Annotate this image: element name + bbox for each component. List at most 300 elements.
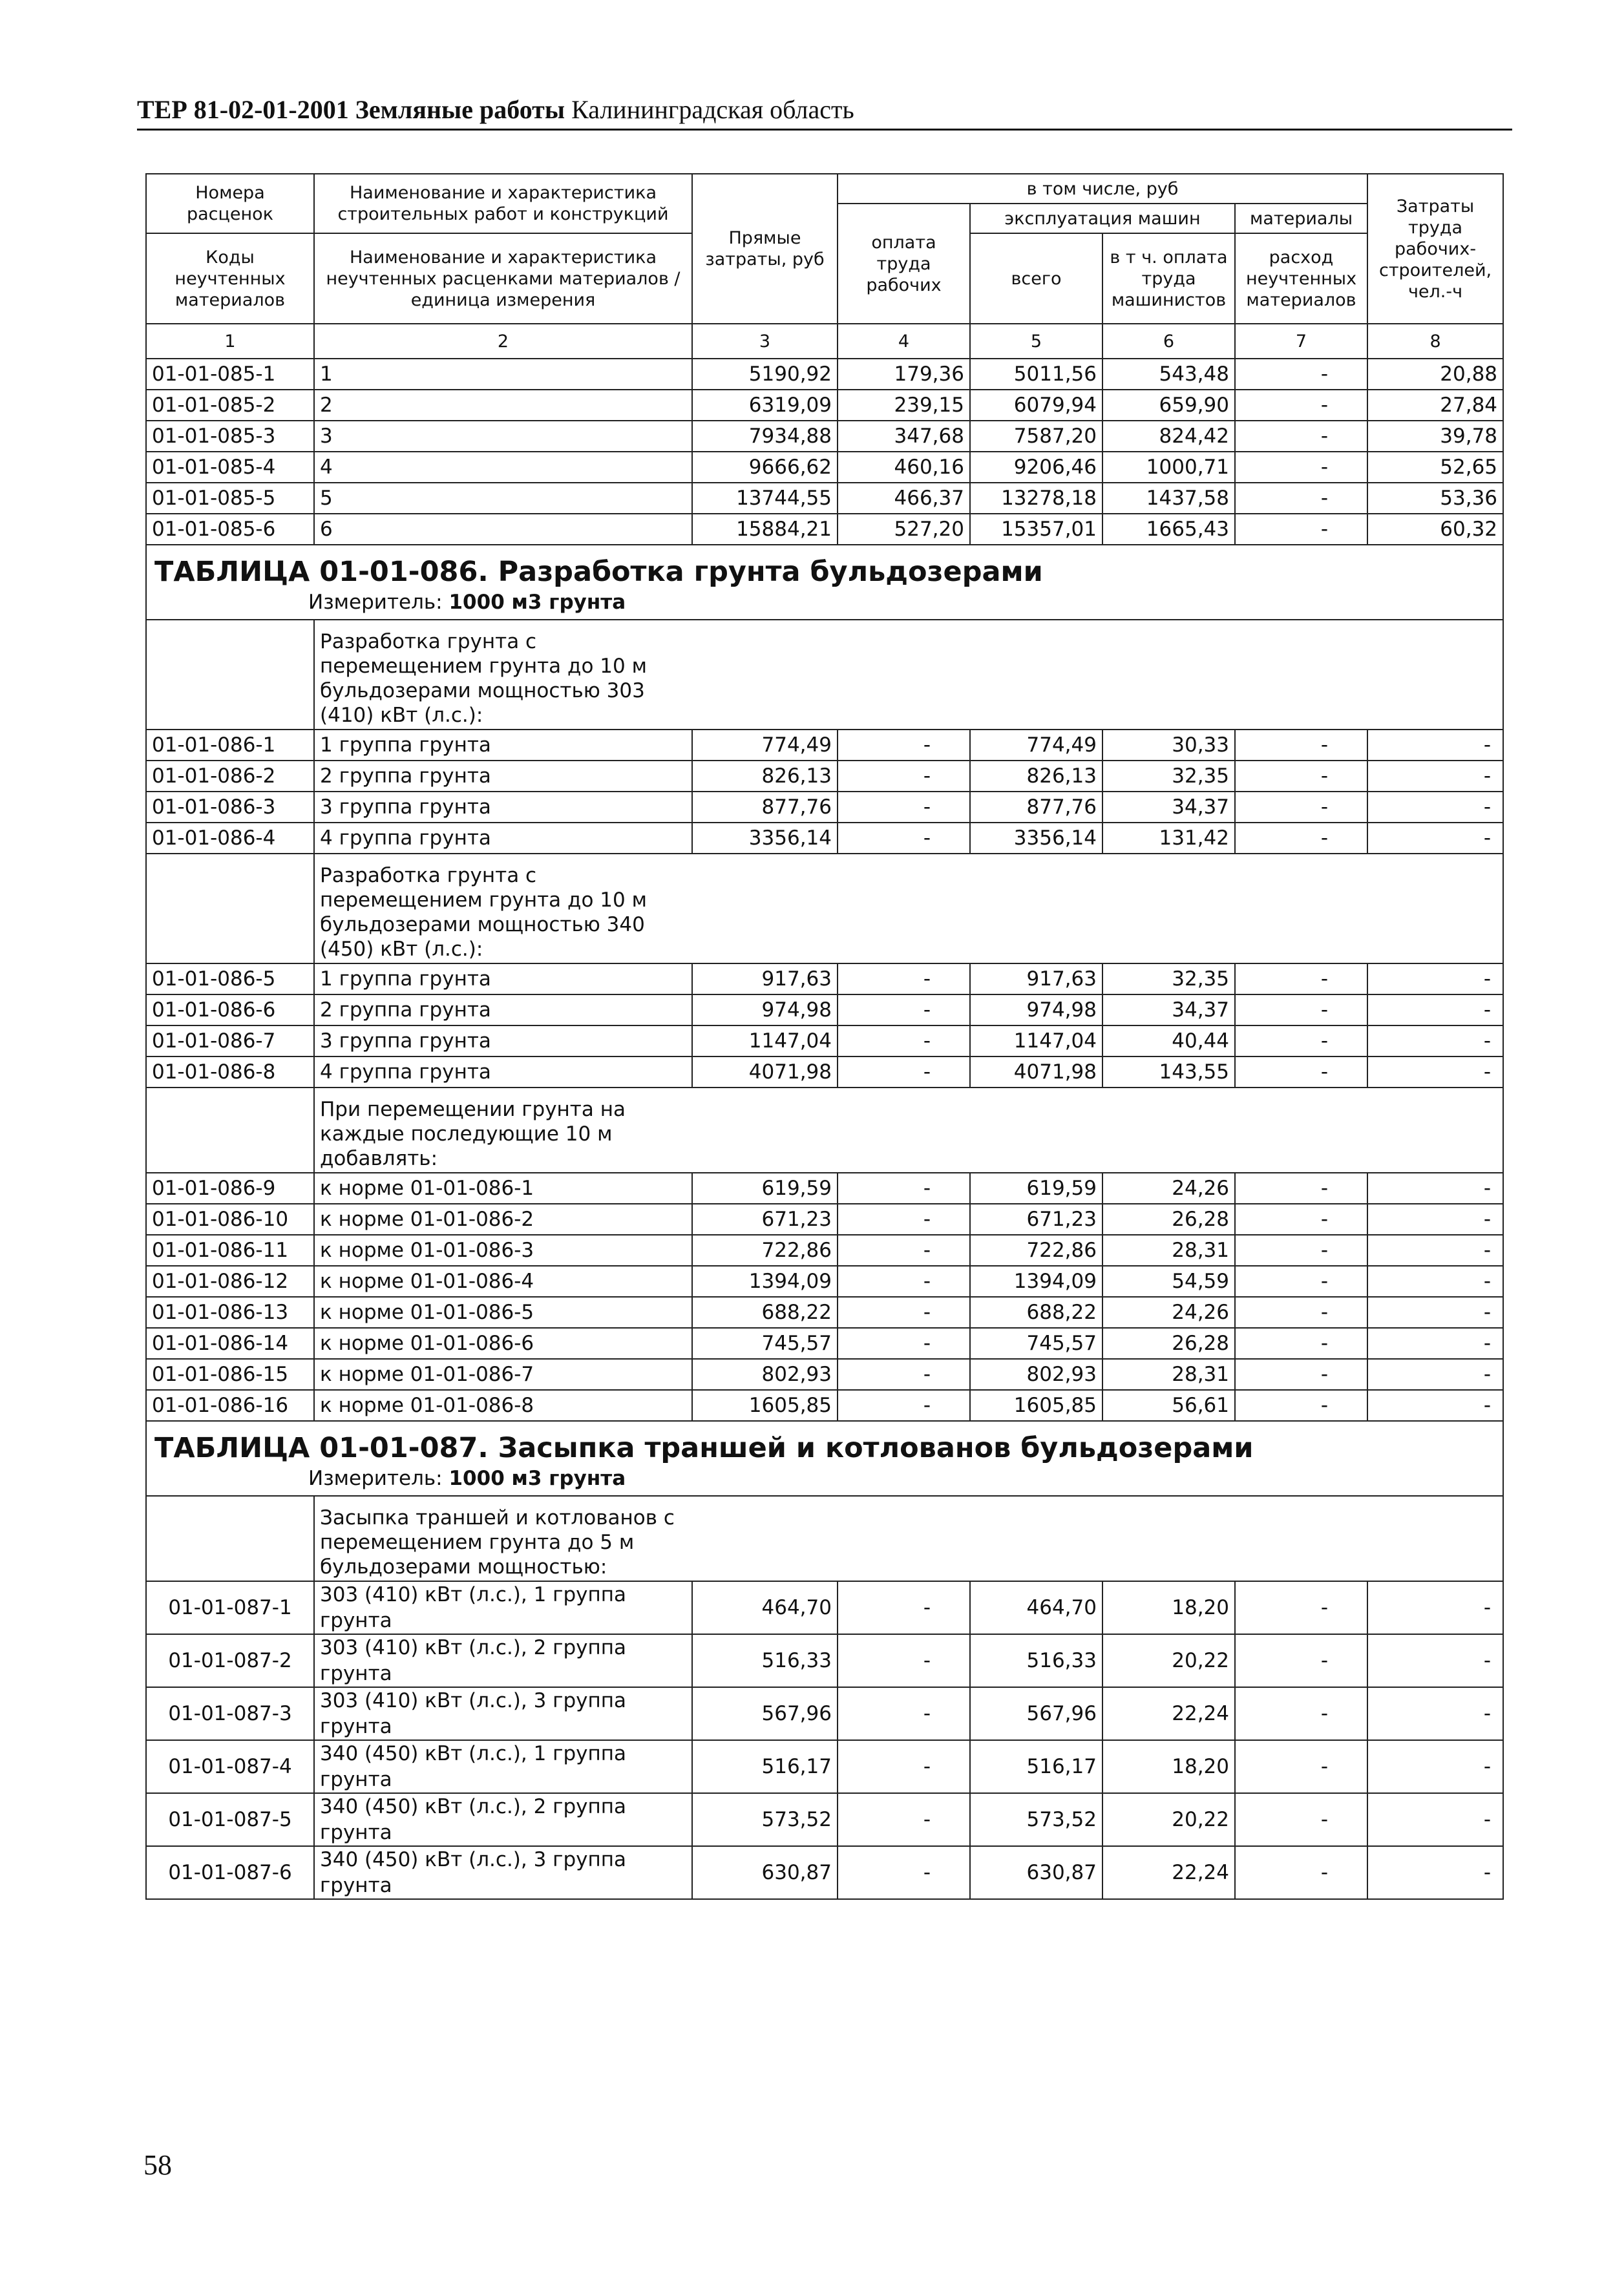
cell-direct-costs: 619,59 <box>692 1173 838 1204</box>
cell-operator-pay: 1000,71 <box>1102 452 1235 483</box>
cell-worker-pay: - <box>838 761 970 792</box>
cell-operator-pay: 20,22 <box>1102 1793 1235 1846</box>
cell-rate-code: 01-01-085-5 <box>146 483 314 514</box>
cell-machine-total: 464,70 <box>970 1581 1102 1634</box>
table-row <box>146 1025 1503 1056</box>
cell-rate-code: 01-01-085-1 <box>146 359 314 390</box>
table-row <box>146 390 1503 421</box>
table-row <box>146 514 1503 545</box>
cell-operator-pay: 26,28 <box>1102 1204 1235 1235</box>
cell-rate-code: 01-01-086-3 <box>146 792 314 823</box>
table-row <box>146 421 1503 452</box>
header-material-codes: Коды неучтенных материалов <box>146 233 314 324</box>
cell-material-consumption: - <box>1235 452 1367 483</box>
cell-machine-total: 5011,56 <box>970 359 1102 390</box>
table-row <box>146 1173 1503 1204</box>
header-worker-pay: оплата труда рабочих <box>838 204 970 324</box>
cell-machine-total: 1605,85 <box>970 1390 1102 1421</box>
cell-worker-pay: 466,37 <box>838 483 970 514</box>
cell-worker-pay: - <box>838 1390 970 1421</box>
cell-material-consumption: - <box>1235 1173 1367 1204</box>
colnum-8: 8 <box>1367 324 1503 359</box>
cell-operator-pay: 1437,58 <box>1102 483 1235 514</box>
measure-label: Измеритель: <box>308 591 443 614</box>
cell-labor-costs: - <box>1367 1297 1503 1328</box>
rows-086-c <box>146 1173 1503 1421</box>
cell-worker-pay: - <box>838 994 970 1025</box>
cell-operator-pay: 22,24 <box>1102 1846 1235 1899</box>
cell-worker-pay: - <box>838 1173 970 1204</box>
table-header <box>146 174 1503 359</box>
cell-material-consumption: - <box>1235 390 1367 421</box>
cell-rate-code: 01-01-085-2 <box>146 390 314 421</box>
cell-worker-pay: 239,15 <box>838 390 970 421</box>
cell-material-consumption: - <box>1235 1025 1367 1056</box>
cell-work-name: 2 <box>314 390 692 421</box>
cell-material-consumption: - <box>1235 1204 1367 1235</box>
cell-direct-costs: 3356,14 <box>692 823 838 854</box>
cell-labor-costs: - <box>1367 1328 1503 1359</box>
table-row <box>146 1204 1503 1235</box>
cell-direct-costs: 6319,09 <box>692 390 838 421</box>
cell-work-name: 4 группа грунта <box>314 823 692 854</box>
cell-work-name: 4 группа грунта <box>314 1056 692 1088</box>
cell-material-consumption: - <box>1235 1056 1367 1088</box>
table-086-measure <box>147 590 1503 618</box>
cell-work-name: к норме 01-01-086-2 <box>314 1204 692 1235</box>
cell-work-name: 2 группа грунта <box>314 761 692 792</box>
cell-rate-code: 01-01-086-13 <box>146 1297 314 1328</box>
cell-labor-costs: - <box>1367 1235 1503 1266</box>
cell-worker-pay: - <box>838 1634 970 1687</box>
cell-machine-total: 630,87 <box>970 1846 1102 1899</box>
cell-machine-total: 722,86 <box>970 1235 1102 1266</box>
cell-labor-costs: - <box>1367 1025 1503 1056</box>
cell-rate-code: 01-01-087-4 <box>146 1740 314 1793</box>
cell-machine-total: 13278,18 <box>970 483 1102 514</box>
cell-rate-code: 01-01-086-15 <box>146 1359 314 1390</box>
table-row <box>146 823 1503 854</box>
section-087-title-row <box>146 1421 1503 1466</box>
table-row <box>146 1235 1503 1266</box>
cell-worker-pay: - <box>838 1025 970 1056</box>
group-description: Засыпка траншей и котлованов с перемещением грунта до 5 м бульдозерами мощностью: <box>320 1506 675 1579</box>
cell-worker-pay: 347,68 <box>838 421 970 452</box>
desc-row <box>146 854 1503 963</box>
cell-material-consumption: - <box>1235 1328 1367 1359</box>
cell-work-name: 1 группа грунта <box>314 963 692 994</box>
header-title: Земляные работы <box>355 95 565 124</box>
cell-work-name: 303 (410) кВт (л.с.), 3 группа грунта <box>314 1687 692 1740</box>
cell-labor-costs: - <box>1367 1846 1503 1899</box>
group-description: Разработка грунта с перемещением грунта до 10 м бульдозерами мощностью 340 (450) кВт (л.с.): <box>320 864 647 961</box>
cell-direct-costs: 5190,92 <box>692 359 838 390</box>
cell-machine-total: 1147,04 <box>970 1025 1102 1056</box>
cell-operator-pay: 18,20 <box>1102 1740 1235 1793</box>
cell-material-consumption: - <box>1235 1235 1367 1266</box>
cell-worker-pay: - <box>838 963 970 994</box>
cell-rate-code: 01-01-087-2 <box>146 1634 314 1687</box>
cell-material-consumption: - <box>1235 1740 1367 1793</box>
cell-rate-code: 01-01-086-8 <box>146 1056 314 1088</box>
cell-operator-pay: 1665,43 <box>1102 514 1235 545</box>
cell-rate-code: 01-01-085-6 <box>146 514 314 545</box>
cell-material-consumption: - <box>1235 1846 1367 1899</box>
cell-material-consumption: - <box>1235 1687 1367 1740</box>
cell-work-name: 2 группа грунта <box>314 994 692 1025</box>
cell-direct-costs: 974,98 <box>692 994 838 1025</box>
cell-machine-total: 567,96 <box>970 1687 1102 1740</box>
section-087 <box>146 1421 1503 1581</box>
price-table-wrapper <box>145 173 1503 1900</box>
desc-row <box>146 620 1503 730</box>
table-row <box>146 1359 1503 1390</box>
cell-material-consumption: - <box>1235 761 1367 792</box>
cell-rate-code: 01-01-086-1 <box>146 730 314 761</box>
cell-direct-costs: 573,52 <box>692 1793 838 1846</box>
cell-operator-pay: 18,20 <box>1102 1581 1235 1634</box>
cell-worker-pay: - <box>838 1056 970 1088</box>
header-work-name: Наименование и характеристика строительных работ и конструкций <box>314 174 692 233</box>
cell-work-name: к норме 01-01-086-8 <box>314 1390 692 1421</box>
cell-worker-pay: 179,36 <box>838 359 970 390</box>
cell-labor-costs: - <box>1367 823 1503 854</box>
cell-machine-total: 802,93 <box>970 1359 1102 1390</box>
cell-direct-costs: 4071,98 <box>692 1056 838 1088</box>
cell-material-consumption: - <box>1235 792 1367 823</box>
colnum-2: 2 <box>314 324 692 359</box>
group-description: Разработка грунта с перемещением грунта до 10 м бульдозерами мощностью 303 (410) кВт (л.с.): <box>320 630 647 727</box>
cell-machine-total: 516,17 <box>970 1740 1102 1793</box>
table-row <box>146 761 1503 792</box>
cell-operator-pay: 32,35 <box>1102 963 1235 994</box>
cell-rate-code: 01-01-086-9 <box>146 1173 314 1204</box>
cell-machine-total: 573,52 <box>970 1793 1102 1846</box>
table-row <box>146 359 1503 390</box>
cell-material-consumption: - <box>1235 1634 1367 1687</box>
cell-operator-pay: 24,26 <box>1102 1297 1235 1328</box>
cell-worker-pay: - <box>838 1359 970 1390</box>
section-086-title-row <box>146 545 1503 589</box>
cell-work-name: к норме 01-01-086-1 <box>314 1173 692 1204</box>
cell-machine-total: 6079,94 <box>970 390 1102 421</box>
table-row <box>146 1846 1503 1899</box>
cell-machine-total: 745,57 <box>970 1328 1102 1359</box>
cell-material-consumption: - <box>1235 1793 1367 1846</box>
cell-direct-costs: 9666,62 <box>692 452 838 483</box>
cell-machine-total: 974,98 <box>970 994 1102 1025</box>
cell-direct-costs: 516,17 <box>692 1740 838 1793</box>
table-row <box>146 994 1503 1025</box>
cell-labor-costs: 53,36 <box>1367 483 1503 514</box>
cell-direct-costs: 671,23 <box>692 1204 838 1235</box>
cell-work-name: 6 <box>314 514 692 545</box>
cell-operator-pay: 28,31 <box>1102 1359 1235 1390</box>
cell-material-consumption: - <box>1235 421 1367 452</box>
cell-machine-total: 877,76 <box>970 792 1102 823</box>
cell-rate-code: 01-01-086-12 <box>146 1266 314 1297</box>
cell-work-name: 4 <box>314 452 692 483</box>
document-header <box>137 94 1512 131</box>
cell-machine-total: 7587,20 <box>970 421 1102 452</box>
cell-material-consumption: - <box>1235 823 1367 854</box>
cell-rate-code: 01-01-085-4 <box>146 452 314 483</box>
cell-rate-code: 01-01-086-7 <box>146 1025 314 1056</box>
cell-worker-pay: - <box>838 1846 970 1899</box>
cell-worker-pay: - <box>838 1204 970 1235</box>
cell-operator-pay: 24,26 <box>1102 1173 1235 1204</box>
cell-machine-total: 826,13 <box>970 761 1102 792</box>
cell-operator-pay: 56,61 <box>1102 1390 1235 1421</box>
table-086-title: ТАБЛИЦА 01-01-086. Разработка грунта бульдозерами <box>154 556 1043 588</box>
cell-direct-costs: 722,86 <box>692 1235 838 1266</box>
cell-work-name: к норме 01-01-086-7 <box>314 1359 692 1390</box>
cell-machine-total: 671,23 <box>970 1204 1102 1235</box>
cell-labor-costs: - <box>1367 1634 1503 1687</box>
cell-labor-costs: - <box>1367 994 1503 1025</box>
cell-rate-code: 01-01-086-2 <box>146 761 314 792</box>
cell-labor-costs: - <box>1367 1359 1503 1390</box>
cell-rate-code: 01-01-086-10 <box>146 1204 314 1235</box>
header-direct-costs: Прямые затраты, руб <box>692 174 838 324</box>
desc-row <box>146 1088 1503 1173</box>
cell-direct-costs: 826,13 <box>692 761 838 792</box>
cell-work-name: 303 (410) кВт (л.с.), 2 группа грунта <box>314 1634 692 1687</box>
cell-material-consumption: - <box>1235 1266 1367 1297</box>
cell-operator-pay: 143,55 <box>1102 1056 1235 1088</box>
table-row <box>146 1297 1503 1328</box>
cell-material-consumption: - <box>1235 1359 1367 1390</box>
section-086-measure-row <box>146 589 1503 620</box>
cell-material-consumption: - <box>1235 514 1367 545</box>
measure-value: 1000 м3 грунта <box>448 591 626 614</box>
cell-work-name: 303 (410) кВт (л.с.), 1 группа грунта <box>314 1581 692 1634</box>
cell-worker-pay: - <box>838 730 970 761</box>
cell-worker-pay: - <box>838 1581 970 1634</box>
header-machine-total: всего <box>970 233 1102 324</box>
cell-direct-costs: 1147,04 <box>692 1025 838 1056</box>
cell-rate-code: 01-01-087-5 <box>146 1793 314 1846</box>
cell-material-consumption: - <box>1235 483 1367 514</box>
rows-086-b <box>146 963 1503 1088</box>
cell-operator-pay: 22,24 <box>1102 1687 1235 1740</box>
cell-operator-pay: 131,42 <box>1102 823 1235 854</box>
cell-direct-costs: 917,63 <box>692 963 838 994</box>
cell-rate-code: 01-01-086-6 <box>146 994 314 1025</box>
colnum-7: 7 <box>1235 324 1367 359</box>
table-row <box>146 1056 1503 1088</box>
cell-work-name: 5 <box>314 483 692 514</box>
cell-work-name: 340 (450) кВт (л.с.), 2 группа грунта <box>314 1793 692 1846</box>
column-numbers-row <box>146 324 1503 359</box>
cell-direct-costs: 464,70 <box>692 1581 838 1634</box>
cell-operator-pay: 34,37 <box>1102 792 1235 823</box>
cell-rate-code: 01-01-085-3 <box>146 421 314 452</box>
cell-labor-costs: 27,84 <box>1367 390 1503 421</box>
cell-labor-costs: - <box>1367 1173 1503 1204</box>
cell-operator-pay: 28,31 <box>1102 1235 1235 1266</box>
cell-rate-code: 01-01-087-1 <box>146 1581 314 1634</box>
cell-labor-costs: - <box>1367 1056 1503 1088</box>
cell-machine-total: 15357,01 <box>970 514 1102 545</box>
table-row <box>146 483 1503 514</box>
table-087-title: ТАБЛИЦА 01-01-087. Засыпка траншей и котлованов бульдозерами <box>154 1432 1254 1464</box>
colnum-1: 1 <box>146 324 314 359</box>
cell-work-name: 340 (450) кВт (л.с.), 3 группа грунта <box>314 1846 692 1899</box>
cell-direct-costs: 802,93 <box>692 1359 838 1390</box>
header-materials: материалы <box>1235 204 1367 233</box>
cell-work-name: к норме 01-01-086-3 <box>314 1235 692 1266</box>
cell-worker-pay: - <box>838 1266 970 1297</box>
cell-machine-total: 516,33 <box>970 1634 1102 1687</box>
cell-direct-costs: 877,76 <box>692 792 838 823</box>
cell-rate-code: 01-01-087-3 <box>146 1687 314 1740</box>
cell-labor-costs: - <box>1367 1740 1503 1793</box>
header-labor-costs: Затраты труда рабочих-строителей, чел.-ч <box>1367 174 1503 324</box>
measure-value: 1000 м3 грунта <box>448 1467 626 1490</box>
cell-labor-costs: - <box>1367 1390 1503 1421</box>
cell-machine-total: 688,22 <box>970 1297 1102 1328</box>
cell-work-name: 3 группа грунта <box>314 792 692 823</box>
cell-rate-code: 01-01-086-11 <box>146 1235 314 1266</box>
cell-material-consumption: - <box>1235 963 1367 994</box>
cell-labor-costs: 20,88 <box>1367 359 1503 390</box>
table-row <box>146 963 1503 994</box>
table-row <box>146 1390 1503 1421</box>
cell-material-consumption: - <box>1235 1581 1367 1634</box>
cell-operator-pay: 26,28 <box>1102 1328 1235 1359</box>
section-087-measure-row <box>146 1466 1503 1496</box>
cell-work-name: к норме 01-01-086-6 <box>314 1328 692 1359</box>
cell-material-consumption: - <box>1235 359 1367 390</box>
cell-labor-costs: - <box>1367 1687 1503 1740</box>
table-row <box>146 1266 1503 1297</box>
cell-worker-pay: 460,16 <box>838 452 970 483</box>
table-row <box>146 1634 1503 1687</box>
table-row <box>146 1581 1503 1634</box>
cell-worker-pay: - <box>838 1687 970 1740</box>
cell-material-consumption: - <box>1235 1297 1367 1328</box>
colnum-5: 5 <box>970 324 1102 359</box>
cell-machine-total: 917,63 <box>970 963 1102 994</box>
section-086 <box>146 545 1503 730</box>
cell-labor-costs: 60,32 <box>1367 514 1503 545</box>
cell-material-consumption: - <box>1235 1390 1367 1421</box>
header-machine-operation: эксплуатация машин <box>970 204 1235 233</box>
table-087-measure <box>147 1466 1503 1495</box>
rows-086-a <box>146 730 1503 854</box>
header-rate-numbers: Номера расценок <box>146 174 314 233</box>
header-code: ТЕР 81-02-01-2001 <box>137 95 349 124</box>
cell-worker-pay: - <box>838 823 970 854</box>
cell-rate-code: 01-01-086-16 <box>146 1390 314 1421</box>
cell-rate-code: 01-01-086-4 <box>146 823 314 854</box>
cell-machine-total: 9206,46 <box>970 452 1102 483</box>
cell-operator-pay: 543,48 <box>1102 359 1235 390</box>
cell-rate-code: 01-01-086-5 <box>146 963 314 994</box>
cell-labor-costs: - <box>1367 792 1503 823</box>
cell-direct-costs: 630,87 <box>692 1846 838 1899</box>
cell-labor-costs: 52,65 <box>1367 452 1503 483</box>
cell-direct-costs: 1394,09 <box>692 1266 838 1297</box>
cell-operator-pay: 40,44 <box>1102 1025 1235 1056</box>
table-row <box>146 730 1503 761</box>
cell-direct-costs: 15884,21 <box>692 514 838 545</box>
cell-worker-pay: - <box>838 1328 970 1359</box>
cell-operator-pay: 32,35 <box>1102 761 1235 792</box>
cell-machine-total: 3356,14 <box>970 823 1102 854</box>
cell-direct-costs: 13744,55 <box>692 483 838 514</box>
price-table <box>145 173 1504 1900</box>
table-row <box>146 1793 1503 1846</box>
cell-material-consumption: - <box>1235 730 1367 761</box>
cell-work-name: 1 группа грунта <box>314 730 692 761</box>
cell-labor-costs: - <box>1367 1581 1503 1634</box>
cell-work-name: 1 <box>314 359 692 390</box>
group-description: При перемещении грунта на каждые последующие 10 м добавлять: <box>320 1098 626 1170</box>
rows-087 <box>146 1581 1503 1899</box>
cell-rate-code: 01-01-087-6 <box>146 1846 314 1899</box>
cell-worker-pay: - <box>838 1793 970 1846</box>
table-row <box>146 1328 1503 1359</box>
cell-worker-pay: - <box>838 792 970 823</box>
colnum-6: 6 <box>1102 324 1235 359</box>
colnum-3: 3 <box>692 324 838 359</box>
cell-labor-costs: - <box>1367 730 1503 761</box>
cell-operator-pay: 20,22 <box>1102 1634 1235 1687</box>
table-row <box>146 1687 1503 1740</box>
cell-direct-costs: 567,96 <box>692 1687 838 1740</box>
cell-machine-total: 619,59 <box>970 1173 1102 1204</box>
table-row <box>146 452 1503 483</box>
cell-labor-costs: - <box>1367 761 1503 792</box>
table-row <box>146 792 1503 823</box>
cell-direct-costs: 1605,85 <box>692 1390 838 1421</box>
header-material-consumption: расход неучтенных материалов <box>1235 233 1367 324</box>
cell-machine-total: 774,49 <box>970 730 1102 761</box>
cell-operator-pay: 34,37 <box>1102 994 1235 1025</box>
cell-operator-pay: 30,33 <box>1102 730 1235 761</box>
cell-labor-costs: 39,78 <box>1367 421 1503 452</box>
cell-work-name: 3 группа грунта <box>314 1025 692 1056</box>
cell-operator-pay: 54,59 <box>1102 1266 1235 1297</box>
cell-labor-costs: - <box>1367 1793 1503 1846</box>
page-number: 58 <box>143 2149 172 2181</box>
header-region: Калининградская область <box>571 95 854 124</box>
cell-direct-costs: 7934,88 <box>692 421 838 452</box>
measure-label: Измеритель: <box>308 1467 443 1490</box>
cell-work-name: к норме 01-01-086-4 <box>314 1266 692 1297</box>
cell-work-name: 340 (450) кВт (л.с.), 1 группа грунта <box>314 1740 692 1793</box>
colnum-4: 4 <box>838 324 970 359</box>
cell-direct-costs: 688,22 <box>692 1297 838 1328</box>
cell-operator-pay: 824,42 <box>1102 421 1235 452</box>
cell-labor-costs: - <box>1367 1204 1503 1235</box>
cell-machine-total: 4071,98 <box>970 1056 1102 1088</box>
header-material-names: Наименование и характеристика неучтенных расценками материалов / единица измерения <box>314 233 692 324</box>
cell-direct-costs: 516,33 <box>692 1634 838 1687</box>
cell-machine-total: 1394,09 <box>970 1266 1102 1297</box>
rows-085 <box>146 359 1503 545</box>
cell-worker-pay: - <box>838 1740 970 1793</box>
cell-material-consumption: - <box>1235 994 1367 1025</box>
cell-operator-pay: 659,90 <box>1102 390 1235 421</box>
table-row <box>146 1740 1503 1793</box>
cell-worker-pay: - <box>838 1297 970 1328</box>
desc-row <box>146 1496 1503 1581</box>
cell-labor-costs: - <box>1367 1266 1503 1297</box>
cell-worker-pay: - <box>838 1235 970 1266</box>
